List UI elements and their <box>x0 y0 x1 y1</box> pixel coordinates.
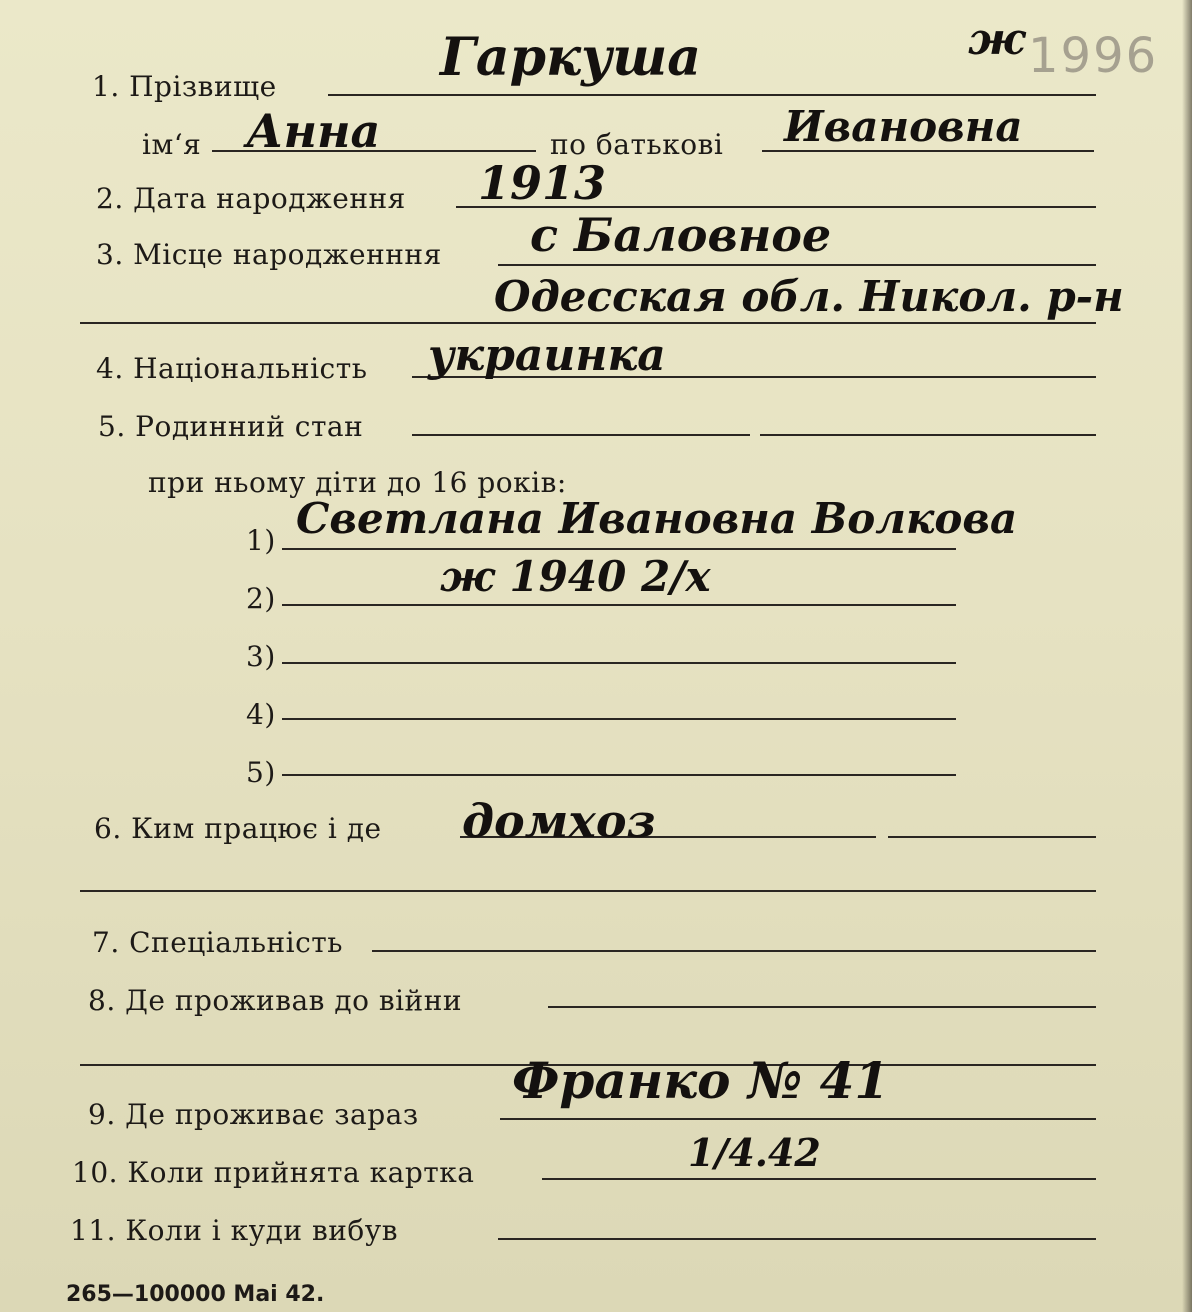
birth-date-label: 2. Дата народження <box>96 182 406 215</box>
child-number: 3) <box>246 640 276 673</box>
marital-line-1 <box>412 434 750 436</box>
prewar-label: 8. Де проживав до війни <box>88 984 463 1017</box>
patronymic-value: Ивановна <box>784 102 1023 151</box>
child-value: Светлана Ивановна Волкова <box>296 494 1018 543</box>
child-number: 2) <box>246 582 276 615</box>
birth-place-line-2 <box>80 322 1096 324</box>
marital-label: 5. Родинний стан <box>98 410 364 443</box>
child-number: 1) <box>246 524 276 557</box>
work-line-3 <box>80 890 1096 892</box>
child-line <box>282 718 956 720</box>
birth-date-value: 1913 <box>478 156 607 210</box>
prewar-line <box>548 1006 1096 1008</box>
birth-place-label: 3. Місце народженння <box>96 238 442 271</box>
child-line <box>282 774 956 776</box>
current-line <box>500 1118 1096 1120</box>
corner-mark: ж <box>968 14 1026 65</box>
birth-place-line <box>498 264 1096 266</box>
children-label: при ньому діти до 16 років: <box>148 466 567 499</box>
child-value: ж 1940 2/х <box>440 552 711 601</box>
nationality-value: украинка <box>428 330 666 381</box>
child-line <box>282 662 956 664</box>
specialty-line <box>372 950 1096 952</box>
card-date-line <box>542 1178 1096 1180</box>
card-date-value: 1/4.42 <box>688 1130 821 1175</box>
archive-number: 1996 <box>1028 28 1159 84</box>
name-value: Анна <box>246 104 381 158</box>
surname-label: 1. Прізвище <box>92 70 277 103</box>
child-number: 4) <box>246 698 276 731</box>
nationality-label: 4. Національність <box>96 352 368 385</box>
child-number: 5) <box>246 756 276 789</box>
departed-line <box>498 1238 1096 1240</box>
name-label: ім‘я <box>142 128 202 161</box>
surname-line <box>328 94 1096 96</box>
work-line-2 <box>888 836 1096 838</box>
specialty-label: 7. Спеціальність <box>92 926 343 959</box>
birth-place-value-2: Одесская обл. Никол. р-н <box>494 272 1124 321</box>
departed-label: 11. Коли і куди вибув <box>70 1214 398 1247</box>
card-date-label: 10. Коли прийнята картка <box>72 1156 475 1189</box>
work-label: 6. Ким працює і де <box>94 812 382 845</box>
surname-value: Гаркуша <box>440 27 701 88</box>
print-code: 265—100000 Mai 42. <box>66 1282 325 1307</box>
current-value: Франко № 41 <box>512 1051 890 1110</box>
birth-place-value-1: с Баловное <box>530 208 832 262</box>
patronymic-label: по батькові <box>550 128 724 161</box>
marital-line-2 <box>760 434 1096 436</box>
child-line <box>282 548 956 550</box>
child-line <box>282 604 956 606</box>
current-label: 9. Де проживає зараз <box>88 1098 419 1131</box>
work-value: домхоз <box>462 794 656 848</box>
